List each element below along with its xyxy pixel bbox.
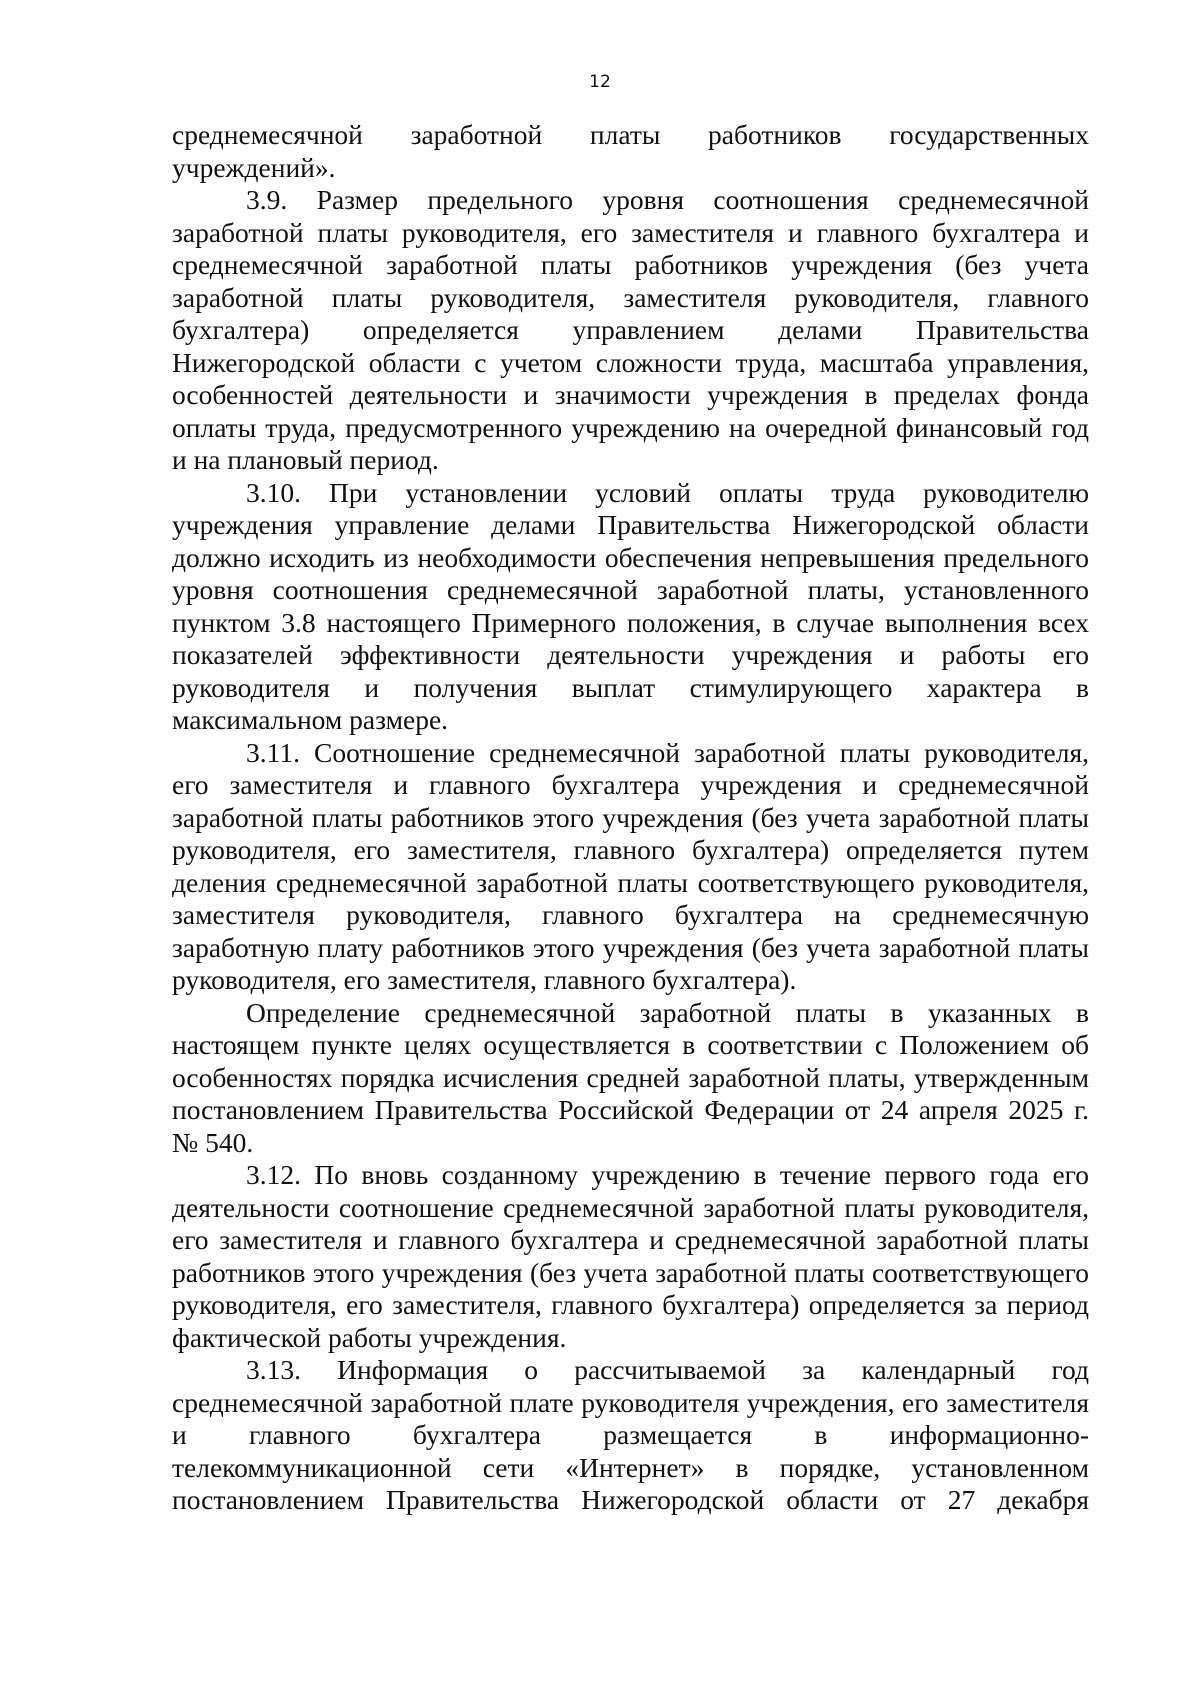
paragraph-3-11-definition: Определение среднемесячной заработной платы в указанных в настоящем пункте целях осуществляется в соответствии с Положением об особенностях порядка исчисления средней заработной платы, утвержденным постановлением Правительства Российской Федерации от 24 апреля 2025 г. № 540. bbox=[172, 996, 1089, 1158]
paragraph-3-11: 3.11. Соотношение среднемесячной заработной платы руководителя, его заместителя и главного бухгалтера учреждения и среднемесячной заработной платы работников этого учреждения (без учета заработной платы руководителя, его заместителя, главного бухгалтера) определяется путем деления среднемесячной заработной платы соответствующего руководителя, заместителя руководителя, главного бухгалтера на среднемесячную заработную плату работников этого учреждения (без учета заработной платы руководителя, его заместителя, главного бухгалтера). bbox=[172, 736, 1089, 995]
paragraph-3-10: 3.10. При установлении условий оплаты труда руководителю учреждения управление делами Правительства Нижегородской области должно исходить из необходимости обеспечения непревышения предельного уровня соотношения среднемесячной заработной платы, установленного пунктом 3.8 настоящего Примерного положения, в случае выполнения всех показателей эффективности деятельности учреждения и работы его руководителя и получения выплат стимулирующего характера в максимальном размере. bbox=[172, 476, 1089, 735]
paragraph-continuation: среднемесячной заработной платы работников государственных учреждений». bbox=[172, 119, 1089, 183]
paragraph-3-9: 3.9. Размер предельного уровня соотношения среднемесячной заработной платы руководителя, его заместителя и главного бухгалтера и среднемесячной заработной платы работников учреждения (без учета заработной платы руководителя, заместителя руководителя, главного бухгалтера) определяется управлением делами Правительства Нижегородской области с учетом сложности труда, масштаба управления, особенностей деятельности и значимости учреждения в пределах фонда оплаты труда, предусмотренного учреждению на очередной финансовый год и на плановый период. bbox=[172, 184, 1089, 475]
page-number: 12 bbox=[589, 72, 611, 92]
document-body bbox=[172, 119, 1089, 1517]
paragraph-3-13: 3.13. Информация о рассчитываемой за календарный год среднемесячной заработной плате руководителя учреждения, его заместителя и главного бухгалтера размещается в информационно-телекоммуникационной сети «Интернет» в порядке, установленном постановлением Правительства Нижегородской области от 27 декабря bbox=[172, 1354, 1089, 1515]
paragraph-3-12: 3.12. По вновь созданному учреждению в течение первого года его деятельности соотношение среднемесячной заработной платы руководителя, его заместителя и главного бухгалтера и среднемесячной заработной платы работников этого учреждения (без учета заработной платы соответствующего руководителя, его заместителя, главного бухгалтера) определяется за период фактической работы учреждения. bbox=[172, 1159, 1089, 1353]
